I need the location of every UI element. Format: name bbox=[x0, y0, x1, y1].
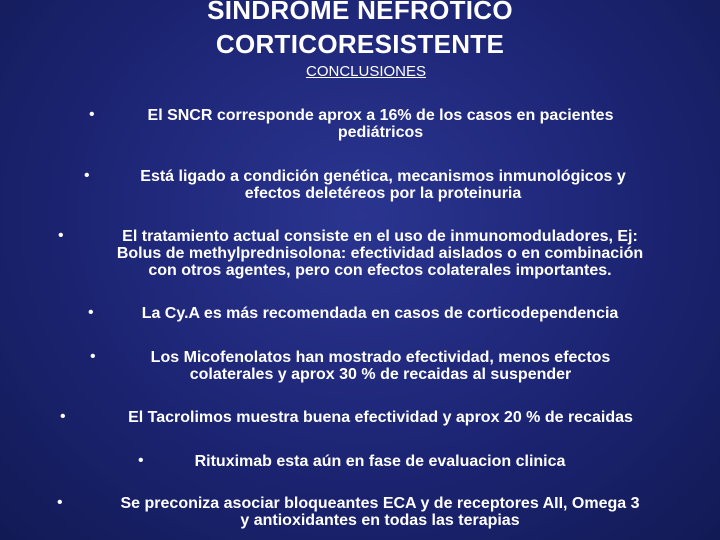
slide-title-line-2: CORTICORESISTENTE bbox=[215, 29, 505, 59]
list-item-3-line-1: El tratamiento actual consiste en el uso de inmunomoduladores, Ej: bbox=[122, 228, 638, 245]
bullet-5: • bbox=[90, 348, 96, 365]
bullet-6: • bbox=[60, 408, 66, 425]
list-item-5-line-1: Los Micofenolatos han mostrado efectividad, menos efectos bbox=[150, 349, 611, 366]
slide-title-line-1: SINDROME NEFROTICO bbox=[207, 0, 513, 25]
list-item-5 bbox=[108, 349, 653, 383]
bullet-3: • bbox=[58, 227, 64, 244]
list-item-3 bbox=[74, 228, 686, 279]
bullet-7: • bbox=[138, 452, 144, 469]
bullet-1: • bbox=[89, 106, 95, 123]
bullet-4: • bbox=[88, 304, 94, 321]
list-item-3-line-2: Bolus de methylprednisolona: efectividad aislados o en combinación bbox=[116, 245, 644, 262]
bullet-2: • bbox=[84, 167, 90, 184]
list-item-3-line-3: con otros agentes, pero con efectos colaterales importantes. bbox=[148, 262, 612, 279]
list-item-1 bbox=[108, 107, 653, 141]
list-item-1-line-1: El SNCR corresponde aprox a 16% de los casos en pacientes bbox=[147, 107, 614, 124]
bullet-8: • bbox=[57, 494, 63, 511]
list-item-2 bbox=[100, 168, 666, 202]
list-item-8-line-1: Se preconiza asociar bloqueantes ECA y de receptores AII, Omega 3 bbox=[120, 495, 640, 512]
list-item-6-line-1: El Tacrolimos muestra buena efectividad y aprox 20 % de recaidas bbox=[128, 409, 633, 426]
list-item-4 bbox=[105, 305, 655, 322]
list-item-4-line-1: La Cy.A es más recomendada en casos de corticodependencia bbox=[141, 305, 619, 322]
list-item-8 bbox=[74, 495, 686, 529]
list-item-6 bbox=[78, 409, 683, 426]
list-item-8-line-2: y antioxidantes en todas las terapias bbox=[240, 512, 520, 529]
list-item-1-line-2: pediátricos bbox=[337, 124, 424, 141]
list-item-7 bbox=[155, 453, 605, 470]
list-item-2-line-1: Está ligado a condición genética, mecanismos inmunológicos y bbox=[140, 168, 626, 185]
list-item-2-line-2: efectos deletéreos por la proteinuria bbox=[244, 185, 522, 202]
list-item-5-line-2: colaterales y aprox 30 % de recaidas al suspender bbox=[189, 366, 572, 383]
list-item-7-line-1: Rituximab esta aún en fase de evaluacion clinica bbox=[194, 453, 566, 470]
section-subtitle: CONCLUSIONES bbox=[305, 63, 427, 80]
